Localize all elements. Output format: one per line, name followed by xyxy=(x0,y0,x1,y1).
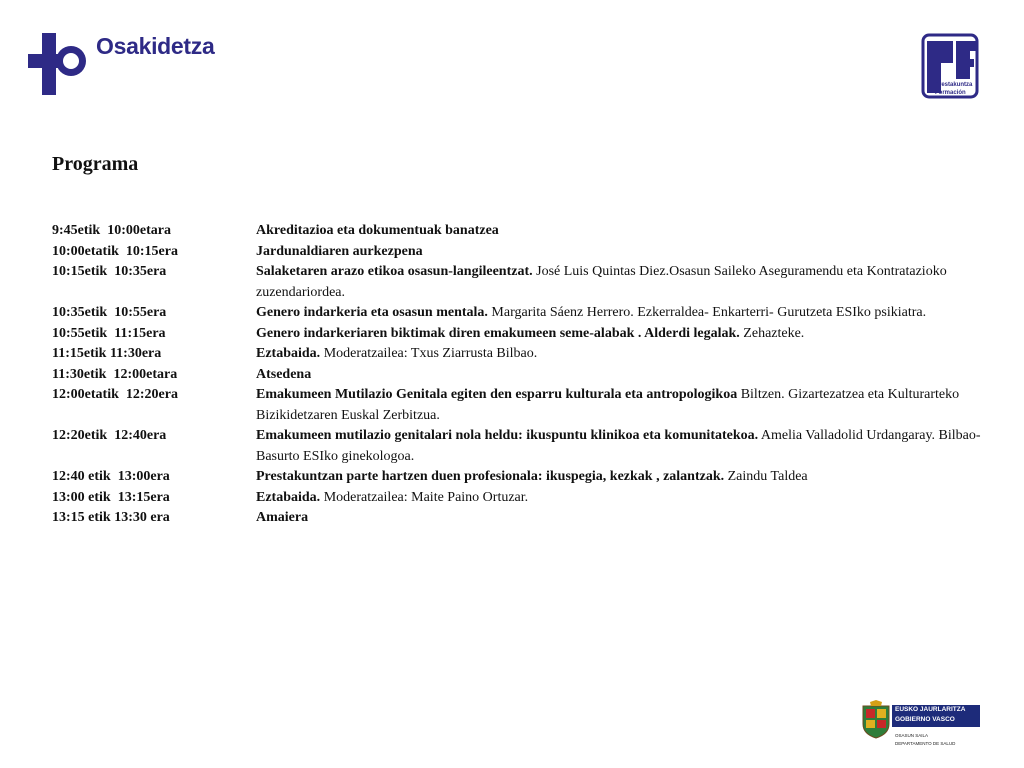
schedule-details: Moderatzailea: Txus Ziarrusta Bilbao. xyxy=(320,346,538,361)
osakidetza-wordmark: Osakidetza xyxy=(96,33,215,59)
schedule-description xyxy=(256,262,982,303)
schedule-description xyxy=(256,488,982,509)
schedule-row xyxy=(52,385,982,426)
schedule-details: Moderatzailea: Maite Paino Ortuzar. xyxy=(320,489,529,505)
schedule-topic: Prestakuntzan parte hartzen duen profesionala: ikuspegia, kezkak , zalantzak. xyxy=(256,469,725,484)
page-title: Programa xyxy=(52,153,139,175)
schedule-time: 13:00 etik 13:15era xyxy=(52,489,170,505)
department-label xyxy=(895,732,955,748)
dept-line-1: OSASUN SAILA xyxy=(895,733,929,738)
schedule-description xyxy=(256,365,982,386)
schedule-row xyxy=(52,221,982,242)
schedule-time: 12:40 etik 13:00era xyxy=(52,469,170,484)
schedule-details: José Luis Quintas Diez.Osasun Saileko Aseguramendu eta Kontratazioko zuzendariordea. xyxy=(256,264,947,300)
schedule-details: Amelia Valladolid Urdangaray. Bilbao-Basurto ESIko ginekologoa. xyxy=(256,428,981,464)
pf-line-2: Formación xyxy=(935,90,966,96)
schedule-topic: Akreditazioa eta dokumentuak banatzea xyxy=(256,223,499,238)
schedule-time: 13:15 etik 13:30 era xyxy=(52,510,170,525)
schedule-description xyxy=(256,426,982,467)
dept-line-2: DEPARTAMENTO DE SALUD xyxy=(895,741,956,746)
gov-line-2: GOBIERNO VASCO xyxy=(895,716,955,723)
schedule-details: Margarita Sáenz Herrero. Ezkerraldea- Enkarterri- Gurutzeta ESIko psikiatra. xyxy=(487,305,927,320)
schedule-time: 11:15etik 11:30era xyxy=(52,346,162,361)
schedule-row xyxy=(52,242,982,263)
schedule-time: 12:20etik 12:40era xyxy=(52,428,167,443)
schedule-details: Biltzen. Gizartezatzea eta Kulturarteko Bizikidetzaren Euskal Zerbitzua. xyxy=(256,387,960,423)
schedule-row xyxy=(52,324,982,345)
schedule-description xyxy=(256,344,982,365)
prestakuntza-logo-text xyxy=(935,81,972,97)
schedule-time: 10:35etik 10:55era xyxy=(52,305,167,320)
schedule-row xyxy=(52,426,982,467)
coat-of-arms-icon xyxy=(860,700,892,740)
schedule-description xyxy=(256,221,982,242)
osakidetza-logo xyxy=(28,33,228,95)
schedule-description xyxy=(256,303,982,324)
schedule-description xyxy=(256,467,982,488)
schedule-details: Zehazteke. xyxy=(739,325,805,341)
schedule-description xyxy=(256,508,982,529)
schedule-description xyxy=(256,242,982,263)
schedule-topic: Emakumeen mutilazio genitalari nola heldu: ikuspuntu klinikoa eta komunitatekoa. xyxy=(256,428,759,443)
schedule-time: 10:55etik 11:15era xyxy=(52,325,166,341)
government-banner xyxy=(892,705,980,727)
schedule-topic: Jardunaldiaren aurkezpena xyxy=(256,243,423,259)
schedule-description xyxy=(256,385,982,426)
schedule-row xyxy=(52,262,982,303)
schedule-row xyxy=(52,303,982,324)
schedule-row xyxy=(52,508,982,529)
schedule-table xyxy=(52,221,982,529)
schedule-time: 9:45etik 10:00etara xyxy=(52,223,171,238)
schedule-details: Zaindu Taldea xyxy=(724,469,808,484)
osakidetza-cross-icon xyxy=(28,33,90,95)
schedule-topic: Genero indarkeria eta osasun mentala. xyxy=(256,305,488,320)
schedule-topic: Eztabaida. xyxy=(256,489,321,505)
schedule-row xyxy=(52,344,982,365)
pf-line-1: Prestakuntza xyxy=(935,82,973,88)
schedule-topic: Amaiera xyxy=(256,510,309,525)
schedule-row xyxy=(52,488,982,509)
schedule-topic: Genero indarkeriaren biktimak diren emakumeen seme-alabak . Alderdi legalak. xyxy=(256,325,740,341)
schedule-time: 12:00etatik 12:20era xyxy=(52,387,178,402)
schedule-row xyxy=(52,365,982,386)
schedule-time: 10:15etik 10:35era xyxy=(52,264,167,279)
schedule-topic: Emakumeen Mutilazio Genitala egiten den esparru kulturala eta antropologikoa xyxy=(256,387,738,402)
schedule-description xyxy=(256,324,982,345)
schedule-topic: Eztabaida. xyxy=(256,346,321,361)
schedule-time: 11:30etik 12:00etara xyxy=(52,366,178,382)
gov-line-1: EUSKO JAURLARITZA xyxy=(895,706,966,713)
schedule-row xyxy=(52,467,982,488)
schedule-time: 10:00etatik 10:15era xyxy=(52,243,178,259)
schedule-topic: Salaketaren arazo etikoa osasun-langileentzat. xyxy=(256,264,533,279)
schedule-topic: Atsedena xyxy=(256,366,312,382)
